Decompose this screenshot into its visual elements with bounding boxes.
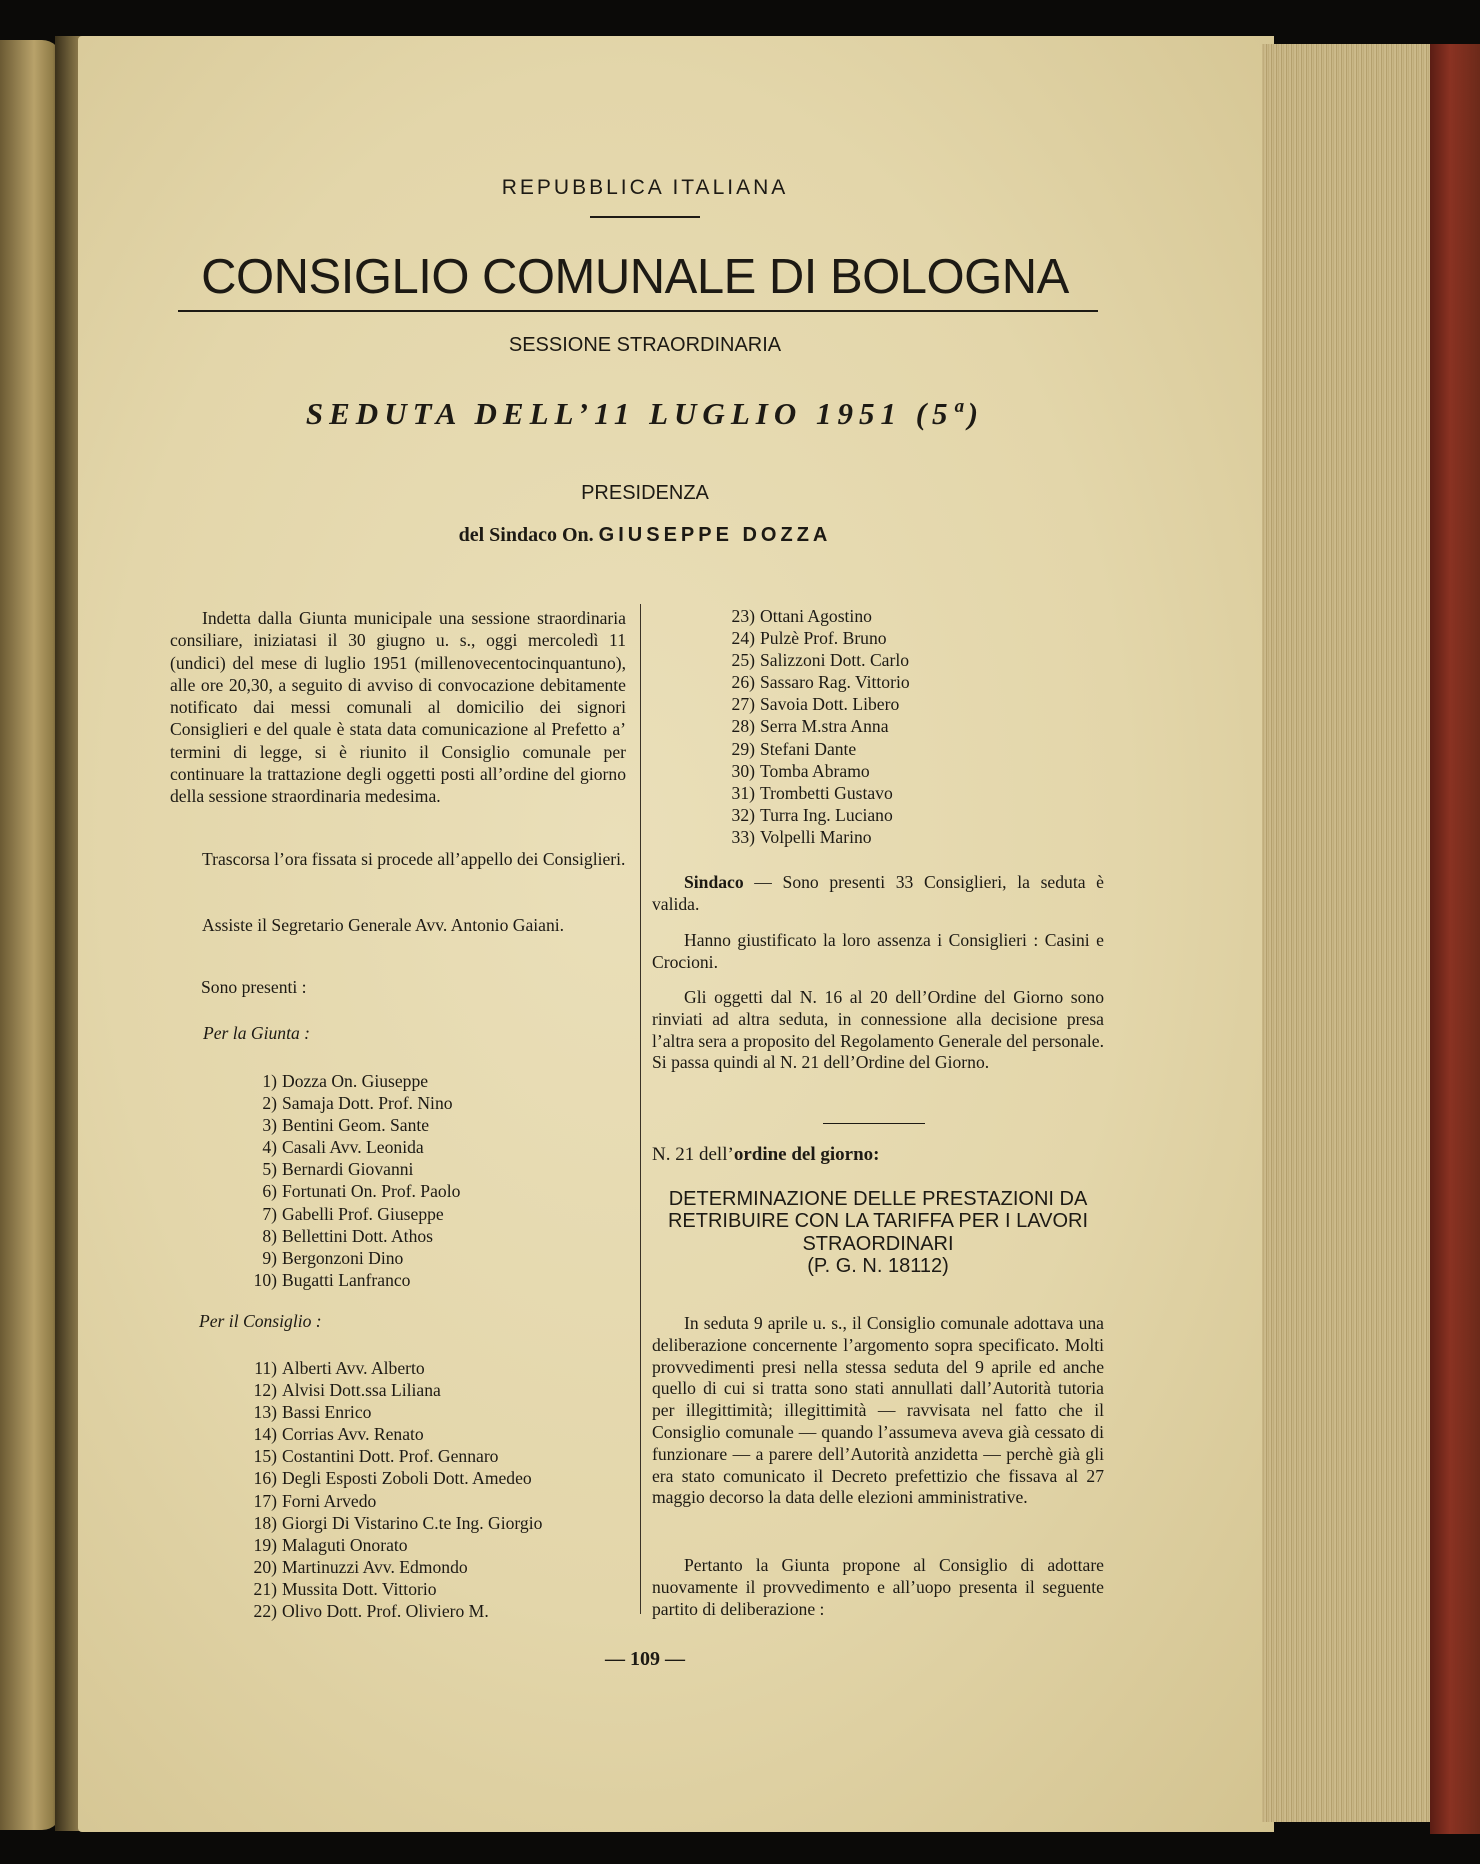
member-name: Pulzè Prof. Bruno [760, 628, 887, 649]
presidency-heading: PRESIDENZA [581, 482, 709, 504]
member-name: Alberti Avv. Alberto [282, 1358, 425, 1378]
sitting-date-heading: SEDUTA DELL’11 LUGLIO 1951 (5ª) [305, 396, 985, 431]
member-number: 31) [731, 782, 755, 803]
member-name: Stefani Dante [760, 738, 857, 759]
member-entry [718, 804, 1048, 826]
member-number: 3) [262, 1115, 277, 1136]
member-number: 25) [731, 650, 755, 671]
member-number: 10) [253, 1269, 277, 1290]
member-number: 23) [731, 606, 755, 626]
member-number: 26) [731, 672, 755, 693]
member-name: Corrias Avv. Renato [282, 1424, 424, 1445]
member-number: 4) [262, 1137, 277, 1158]
member-name: Martinuzzi Avv. Edmondo [282, 1556, 468, 1577]
member-entry [240, 1203, 620, 1225]
member-entry [240, 1136, 620, 1158]
member-number: 5) [262, 1159, 277, 1180]
member-number: 14) [253, 1424, 277, 1445]
member-entry [240, 1534, 640, 1556]
absences-paragraph: Hanno giustificato la loro assenza i Consiglieri : Casini e Crocioni. [652, 930, 1104, 972]
member-number: 22) [253, 1601, 277, 1622]
member-name: Turra Ing. Luciano [760, 804, 893, 825]
member-name: Fortunati On. Prof. Paolo [282, 1181, 461, 1202]
member-entry [240, 1247, 620, 1269]
agenda-reference: (P. G. N. 18112) [807, 1254, 949, 1277]
member-number: 18) [253, 1512, 277, 1533]
quorum-paragraph [652, 872, 1104, 916]
member-entry [718, 760, 1048, 782]
member-entry [240, 1070, 620, 1092]
member-entry [240, 1423, 640, 1445]
intro-paragraph: Indetta dalla Giunta municipale una sessione straordinaria consiliare, iniziatasi il 30 giugno u. s., oggi mercoledì 11 (undici) del mese di luglio 1951 (millenovecentocinquantuno), alle ore 20,30, a seguito di avviso di convocazione debitamente notificato dai messi comunali al domicilio dei signori Consiglieri e del quale è stata data comunicazione al Prefetto a’ termini di legge, si è riunito il Consiglio comunale per continuare la trattazione degli oggetti posti all’ordine del giorno della sessione straordinaria medesima. [170, 608, 626, 807]
member-entry [240, 1114, 620, 1136]
member-number: 24) [731, 628, 755, 649]
quorum-text: — Sono presenti 33 Consiglieri, la seduta è valida. [652, 872, 1104, 914]
member-number: 8) [262, 1225, 277, 1246]
council-title: CONSIGLIO COMUNALE DI BOLOGNA [201, 250, 1069, 304]
member-entry [240, 1401, 640, 1423]
member-name: Bassi Enrico [282, 1402, 372, 1423]
member-number: 33) [731, 826, 755, 847]
member-name: Savoia Dott. Libero [760, 694, 900, 715]
member-entry [240, 1512, 640, 1534]
member-entry [718, 649, 1048, 671]
agenda-title: DETERMINAZIONE DELLE PRESTAZIONI DA RETRIBUIRE CON LA TARIFFA PER I LAVORI STRAORDINARI [667, 1188, 1089, 1255]
member-entry [718, 671, 1048, 693]
member-name: Samaja Dott. Prof. Nino [282, 1093, 453, 1114]
member-name: Costantini Dott. Prof. Gennaro [282, 1446, 499, 1467]
member-name: Bellettini Dott. Athos [282, 1225, 434, 1246]
member-name: Giorgi Di Vistarino C.te Ing. Giorgio [282, 1512, 543, 1533]
president-prefix: del Sindaco On. [458, 524, 594, 546]
member-entry [240, 1467, 640, 1489]
member-name: Salizzoni Dott. Carlo [760, 650, 910, 671]
member-number: 29) [731, 738, 755, 759]
session-type: SESSIONE STRAORDINARIA [508, 334, 782, 356]
member-entry [718, 627, 1048, 649]
agenda-label: ordine del giorno: [733, 1144, 880, 1165]
member-entry [718, 826, 1048, 848]
postponed-paragraph: Gli oggetti dal N. 16 al 20 dell’Ordine del Giorno sono rinviati ad altra seduta, in connessione alla decisione presa l’altra sera a proposito del Regolamento Generale del personale. Si passa quindi al N. 21 dell’Ordine del Giorno. [652, 987, 1104, 1073]
member-number: 32) [731, 804, 755, 825]
member-name: Bentini Geom. Sante [282, 1115, 430, 1136]
member-name: Bugatti Lanfranco [282, 1269, 411, 1290]
member-number: 15) [253, 1446, 277, 1467]
left-page-edge [0, 40, 62, 1830]
member-entry [240, 1092, 620, 1114]
republic-heading: REPUBBLICA ITALIANA [501, 176, 789, 199]
section-rule [823, 1123, 925, 1124]
member-entry [718, 738, 1048, 760]
member-entry [240, 1379, 640, 1401]
member-entry [240, 1556, 640, 1578]
member-number: 28) [731, 716, 755, 737]
member-number: 7) [262, 1203, 277, 1224]
agenda-title-block [658, 1188, 1098, 1277]
member-number: 11) [254, 1358, 277, 1378]
member-name: Bernardi Giovanni [282, 1159, 414, 1180]
giunta-label: Per la Giunta : [203, 1023, 311, 1043]
member-name: Degli Esposti Zoboli Dott. Amedeo [282, 1468, 532, 1489]
member-entry [718, 715, 1048, 737]
member-entry [718, 782, 1048, 804]
member-name: Gabelli Prof. Giuseppe [282, 1203, 444, 1224]
member-number: 30) [731, 760, 755, 781]
member-number: 1) [262, 1071, 277, 1091]
member-entry [240, 1158, 620, 1180]
member-number: 6) [262, 1181, 277, 1202]
proposal-paragraph: Pertanto la Giunta propone al Consiglio di adottare nuovamente il provvedimento e all’uopo presenta il seguente partito di deliberazione : [652, 1555, 1104, 1619]
member-name: Casali Avv. Leonida [282, 1137, 424, 1158]
agenda-heading [652, 1144, 879, 1166]
president-line [380, 524, 910, 547]
present-label: Sono presenti : [201, 977, 307, 997]
member-entry [240, 1578, 640, 1600]
member-number: 9) [262, 1247, 277, 1268]
motion-paragraph: In seduta 9 aprile u. s., il Consiglio comunale adottava una deliberazione concernente l’argomento sopra specificato. Molti provvedimenti presi nella stessa seduta del 9 aprile ed anche quello di cui si tratta sono stati annullati dall’Autorità tutoria per illegittimità; illegittimità — ravvisata nel fatto che il Consiglio comunale — quando l’assumeva aveva già cessato di funzionare — a parere dell’Autorità anzidetta — perchè già gli era stato comunicato il Decreto prefettizio che fissava al 27 maggio decorso la data delle elezioni amministrative. [652, 1313, 1104, 1508]
member-name: Dozza On. Giuseppe [282, 1071, 429, 1091]
member-entry [240, 1600, 640, 1622]
member-name: Malaguti Onorato [282, 1534, 408, 1555]
member-name: Mussita Dott. Vittorio [282, 1578, 437, 1599]
secretary-paragraph: Assiste il Segretario Generale Avv. Antonio Gaiani. [202, 915, 565, 935]
page-number: — 109 — [605, 1648, 685, 1670]
column-divider [640, 604, 641, 1614]
consiglio-member-list-continued [718, 605, 1048, 848]
agenda-number: N. 21 [652, 1144, 695, 1165]
page-stack-edge [1262, 44, 1440, 1822]
member-entry [718, 605, 1048, 627]
roll-call-paragraph: Trascorsa l’ora fissata si procede all’appello dei Consiglieri. [202, 849, 626, 869]
member-name: Trombetti Gustavo [760, 782, 893, 803]
member-name: Olivo Dott. Prof. Oliviero M. [282, 1601, 489, 1622]
member-entry [240, 1269, 620, 1291]
member-entry [718, 693, 1048, 715]
agenda-mid: dell’ [694, 1144, 734, 1165]
member-number: 13) [253, 1402, 277, 1423]
member-number: 12) [253, 1380, 277, 1401]
member-name: Bergonzoni Dino [282, 1247, 404, 1268]
header-rule-short [590, 216, 700, 218]
member-name: Serra M.stra Anna [760, 716, 889, 737]
member-number: 16) [253, 1468, 277, 1489]
president-name: GIUSEPPE DOZZA [598, 524, 832, 546]
member-entry [240, 1180, 620, 1202]
member-name: Alvisi Dott.ssa Liliana [282, 1380, 441, 1401]
member-number: 2) [262, 1093, 277, 1114]
member-name: Ottani Agostino [760, 606, 872, 626]
member-number: 19) [253, 1534, 277, 1555]
member-entry [240, 1357, 640, 1379]
member-name: Sassaro Rag. Vittorio [760, 672, 910, 693]
giunta-member-list [240, 1070, 620, 1291]
member-name: Forni Arvedo [282, 1490, 377, 1511]
cover-edge [1430, 44, 1480, 1834]
member-entry [240, 1490, 640, 1512]
member-name: Tomba Abramo [760, 760, 870, 781]
sindaco-label: Sindaco [684, 872, 744, 892]
member-name: Volpelli Marino [760, 826, 872, 847]
member-number: 21) [253, 1578, 277, 1599]
consiglio-member-list [240, 1357, 640, 1622]
member-number: 17) [253, 1490, 277, 1511]
member-number: 27) [731, 694, 755, 715]
member-number: 20) [253, 1556, 277, 1577]
member-entry [240, 1225, 620, 1247]
member-entry [240, 1445, 640, 1467]
consiglio-label: Per il Consiglio : [199, 1311, 322, 1331]
title-rule [178, 310, 1098, 312]
